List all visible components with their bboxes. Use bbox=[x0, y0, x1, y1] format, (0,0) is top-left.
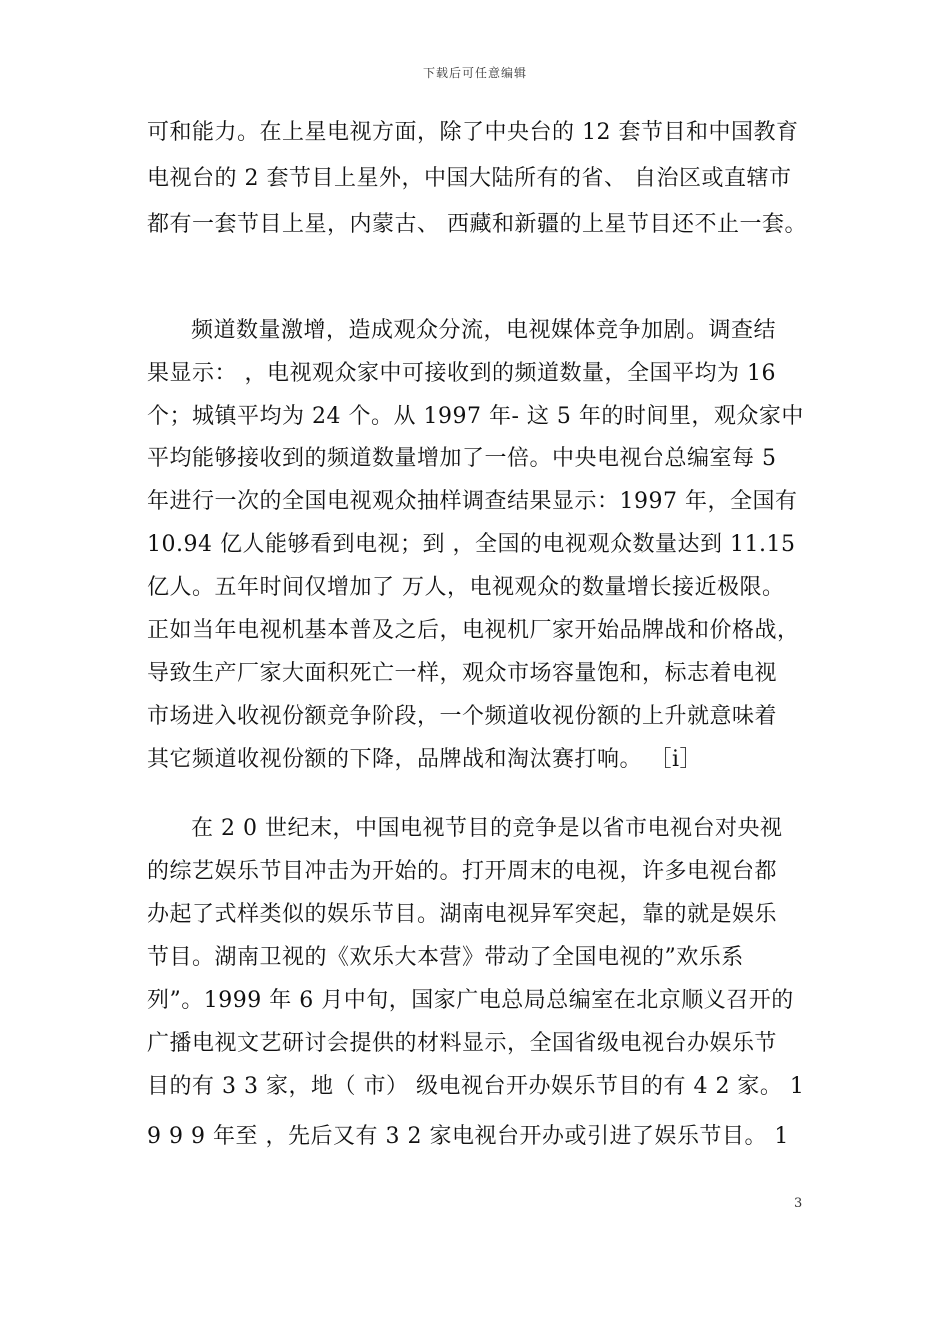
paragraph-3-line-1: 在 2 0 世纪末，中国电视节目的竞争是以省市电视台对央视 bbox=[191, 816, 783, 841]
paragraph-2-line-3: 个；城镇平均为 24 个。从 1997 年- 这 5 年的时间里，观众家中 bbox=[147, 404, 804, 429]
paragraph-2-line-11: 其它频道收视份额的下降，品牌战和淘汰赛打响。 ［i］ bbox=[147, 747, 703, 772]
paragraph-2-line-1: 频道数量激增，造成观众分流，电视媒体竞争加剧。调查结 bbox=[191, 318, 777, 343]
paragraph-3-line-5: 列”。1999 年 6 月中旬，国家广电总局总编室在北京顺义召开的 bbox=[147, 988, 794, 1013]
paragraph-2-line-10: 市场进入收视份额竞争阶段，一个频道收视份额的上升就意味着 bbox=[147, 704, 778, 729]
paragraph-2-line-8: 正如当年电视机基本普及之后，电视机厂家开始品牌战和价格战， bbox=[147, 618, 800, 643]
paragraph-3-line-6: 广播电视文艺研讨会提供的材料显示，全国省级电视台办娱乐节 bbox=[147, 1031, 778, 1056]
paragraph-2-line-7: 亿人。五年时间仅增加了 万人，电视观众的数量增长接近极限。 bbox=[147, 575, 785, 600]
paragraph-3-line-7: 目的有 3 3 家，地（ 市） 级电视台开办娱乐节目的有 4 2 家。 1 bbox=[147, 1074, 805, 1099]
paragraph-3-line-2: 的综艺娱乐节目冲击为开始的。打开周末的电视，许多电视台都 bbox=[147, 859, 778, 884]
paragraph-2-line-9: 导致生产厂家大面积死亡一样，观众市场容量饱和，标志着电视 bbox=[147, 661, 778, 686]
paragraph-1-line-2: 电视台的 2 套节目上星外，中国大陆所有的省、 自治区或直辖市 bbox=[147, 166, 792, 191]
paragraph-2-line-5: 年进行一次的全国电视观众抽样调查结果显示：1997 年，全国有 bbox=[147, 489, 798, 514]
paragraph-2-line-2: 果显示： ，电视观众家中可接收到的频道数量，全国平均为 16 bbox=[147, 361, 776, 386]
paragraph-1-line-1: 可和能力。在上星电视方面，除了中央台的 12 套节目和中国教育 bbox=[147, 120, 799, 145]
paragraph-2-line-6: 10.94 亿人能够看到电视；到 ，全国的电视观众数量达到 11.15 bbox=[147, 532, 796, 557]
paragraph-3-line-4: 节目。湖南卫视的《欢乐大本营》带动了全国电视的”欢乐系 bbox=[147, 945, 744, 970]
page-header: 下载后可任意编辑 bbox=[422, 66, 527, 80]
paragraph-2-line-4: 平均能够接收到的频道数量增加了一倍。中央电视台总编室每 5 bbox=[147, 446, 777, 471]
paragraph-1-line-3: 都有一套节目上星，内蒙古、 西藏和新疆的上星节目还不止一套。 bbox=[147, 212, 807, 237]
page-number: 3 bbox=[794, 1196, 803, 1211]
paragraph-3-line-3: 办起了式样类似的娱乐节目。湖南电视异军突起，靠的就是娱乐 bbox=[147, 902, 778, 927]
paragraph-3-line-8: 9 9 9 年至 ，先后又有 3 2 家电视台开办或引进了娱乐节目。 1 bbox=[147, 1124, 789, 1149]
